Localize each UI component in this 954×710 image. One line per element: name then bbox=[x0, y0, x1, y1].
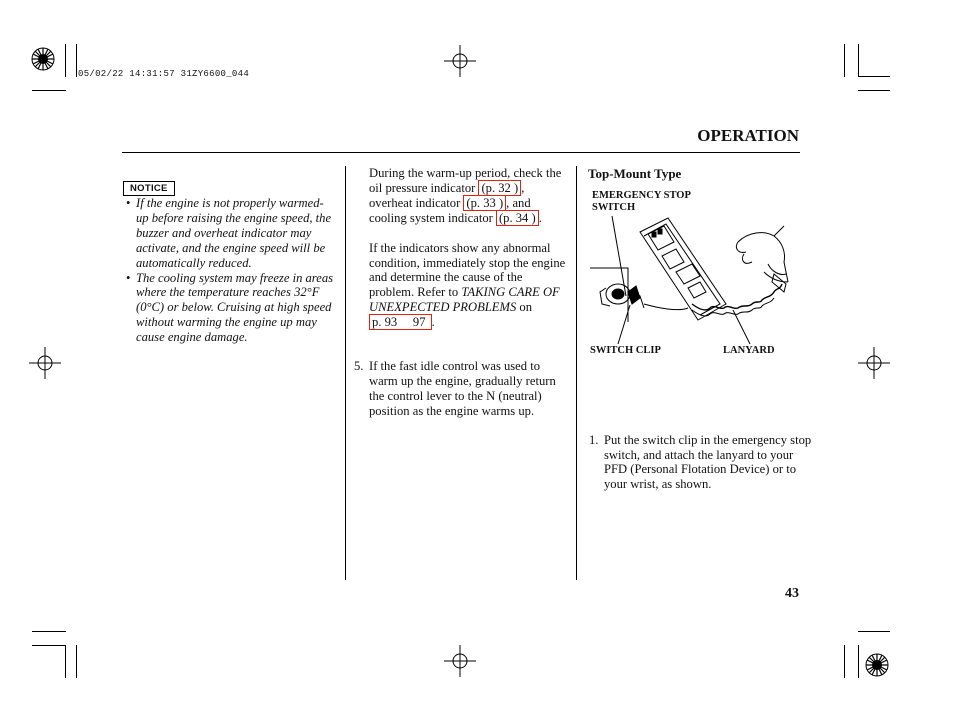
abnormal-condition-paragraph: If the indicators show any abnormal condition, immediately stop the engine and determine the cause of the problem. Refer to TAKING CARE OF UNEXPECTED PROBLEMS on p. 93 97 . bbox=[369, 240, 566, 330]
step-5 bbox=[354, 359, 566, 419]
section-title: OPERATION bbox=[697, 126, 799, 145]
registration-target-icon bbox=[862, 650, 892, 680]
crosshair-mark-icon bbox=[444, 645, 476, 677]
figure-leader-lines bbox=[588, 200, 798, 350]
notice-section bbox=[123, 178, 175, 196]
column-divider bbox=[345, 166, 346, 580]
problems-page-link[interactable]: p. 93 97 bbox=[369, 314, 432, 330]
figure-label-lanyard: LANYARD bbox=[723, 345, 775, 356]
step-number: 1. bbox=[589, 432, 599, 447]
crosshair-mark-icon bbox=[444, 45, 476, 77]
print-stamp: 05/02/22 14:31:57 31ZY6600_044 bbox=[78, 69, 250, 79]
column-divider bbox=[576, 166, 577, 580]
registration-target-icon bbox=[28, 44, 58, 74]
oil-pressure-page-link[interactable]: (p. 32 ) bbox=[478, 180, 521, 196]
figure-label-emergency-stop: EMERGENCY STOP SWITCH bbox=[592, 190, 691, 213]
crosshair-mark-icon bbox=[29, 347, 61, 379]
notice-bullet: • The cooling system may freeze in areas where the temperature reaches 32°F (0°C) or below. Cruising at high speed without warming the engine up may cause engine damage. bbox=[124, 271, 334, 346]
unexpected-problems-reference: TAKING CARE OF UNEXPECTED PROBLEMS bbox=[369, 285, 560, 315]
header-rule bbox=[122, 152, 800, 153]
step-1 bbox=[589, 433, 812, 493]
step-text: If the fast idle control was used to warm up the engine, gradually return the control lever to the N (neutral) position as the engine warms up. bbox=[369, 359, 556, 418]
top-mount-title: Top-Mount Type bbox=[588, 166, 682, 181]
step-text: Put the switch clip in the emergency stop switch, and attach the lanyard to your PFD (Personal Flotation Device) or to your wrist, as shown. bbox=[604, 432, 812, 492]
notice-bullets bbox=[124, 196, 334, 345]
figure-label-switch-clip: SWITCH CLIP bbox=[590, 345, 661, 356]
overheat-page-link[interactable]: (p. 33 ) bbox=[463, 195, 506, 211]
crosshair-mark-icon bbox=[858, 347, 890, 379]
notice-bullet: • If the engine is not properly warmed-up before raising the engine speed, the buzzer and overheat indicator may activate, and the engine speed will be automatically reduced. bbox=[124, 196, 334, 271]
step-number: 5. bbox=[354, 359, 364, 373]
notice-label: NOTICE bbox=[123, 181, 175, 196]
middle-column bbox=[369, 166, 567, 330]
indicator-check-paragraph: During the warm-up period, check the oil pressure indicator (p. 32 ) , overheat indicator (p. 33 ) , and cooling system indicator (p. 34 ) . bbox=[369, 166, 562, 225]
page-number: 43 bbox=[785, 586, 799, 601]
cooling-page-link[interactable]: (p. 34 ) bbox=[496, 210, 539, 226]
